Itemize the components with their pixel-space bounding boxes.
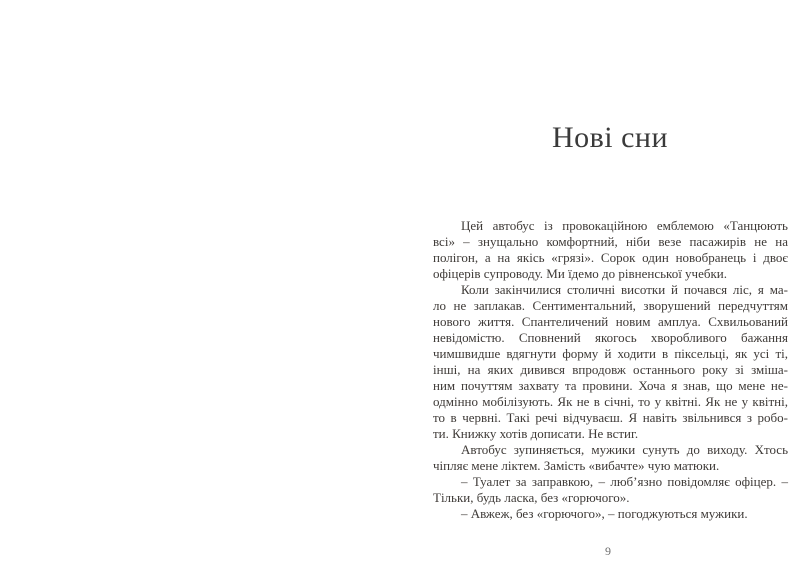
text-line: ло не заплакав. Сентиментальний, зворушений передчуттям: [433, 298, 788, 313]
text-line: офіцерів супроводу. Ми їдемо до рівненської учебки.: [433, 266, 728, 281]
text-line: ти. Книжку хотів дописати. Не встиг.: [433, 426, 639, 441]
text-line: чимшвидше вдягнути форму й ходити в піксельці, як усі ті,: [433, 346, 788, 361]
text-line: всі» – знущально комфортний, ніби везе пасажирів не на: [433, 234, 788, 249]
body-text: [433, 218, 788, 522]
text-line: Автобус зупиняється, мужики сунуть до виходу. Хтось: [461, 442, 788, 457]
text-line: Цей автобус із провокаційною емблемою «Танцюють: [461, 218, 788, 233]
text-line: нового життя. Спантеличений новим амплуа. Схвильований: [433, 314, 788, 329]
page-number: 9: [605, 544, 611, 558]
text-line: – Туалет за заправкою, – люб’язно повідомляє офіцер. –: [461, 474, 788, 489]
text-line: Тільки, будь ласка, без «горючого».: [433, 490, 630, 505]
text-line: – Авжеж, без «горючого», – погоджуються мужики.: [461, 506, 748, 521]
text-line: Коли закінчилися столичні висотки й почався ліс, я ма-: [461, 282, 788, 297]
text-line: полігон, а на якісь «грязі». Сорок один новобранець і двоє: [433, 250, 788, 265]
text-line: ним почуттям захвату та провини. Хоча я знав, що мене не-: [433, 378, 788, 393]
text-line: то в червні. Такі речі відчуваєш. Я навіть звільнився з робо-: [433, 410, 788, 425]
text-line: інші, на яких дивився впродовж останнього року зі зміша-: [433, 362, 788, 377]
text-line: одмінно мобілізують. Як не в січні, то у квітні. Як не у квітні,: [433, 394, 788, 409]
chapter-title: Нові сни: [551, 121, 669, 154]
text-line: невідомістю. Сповнений якогось хворобливого бажання: [433, 330, 788, 345]
text-line: чіпляє мене ліктем. Замість «вибачте» чую матюки.: [433, 458, 720, 473]
